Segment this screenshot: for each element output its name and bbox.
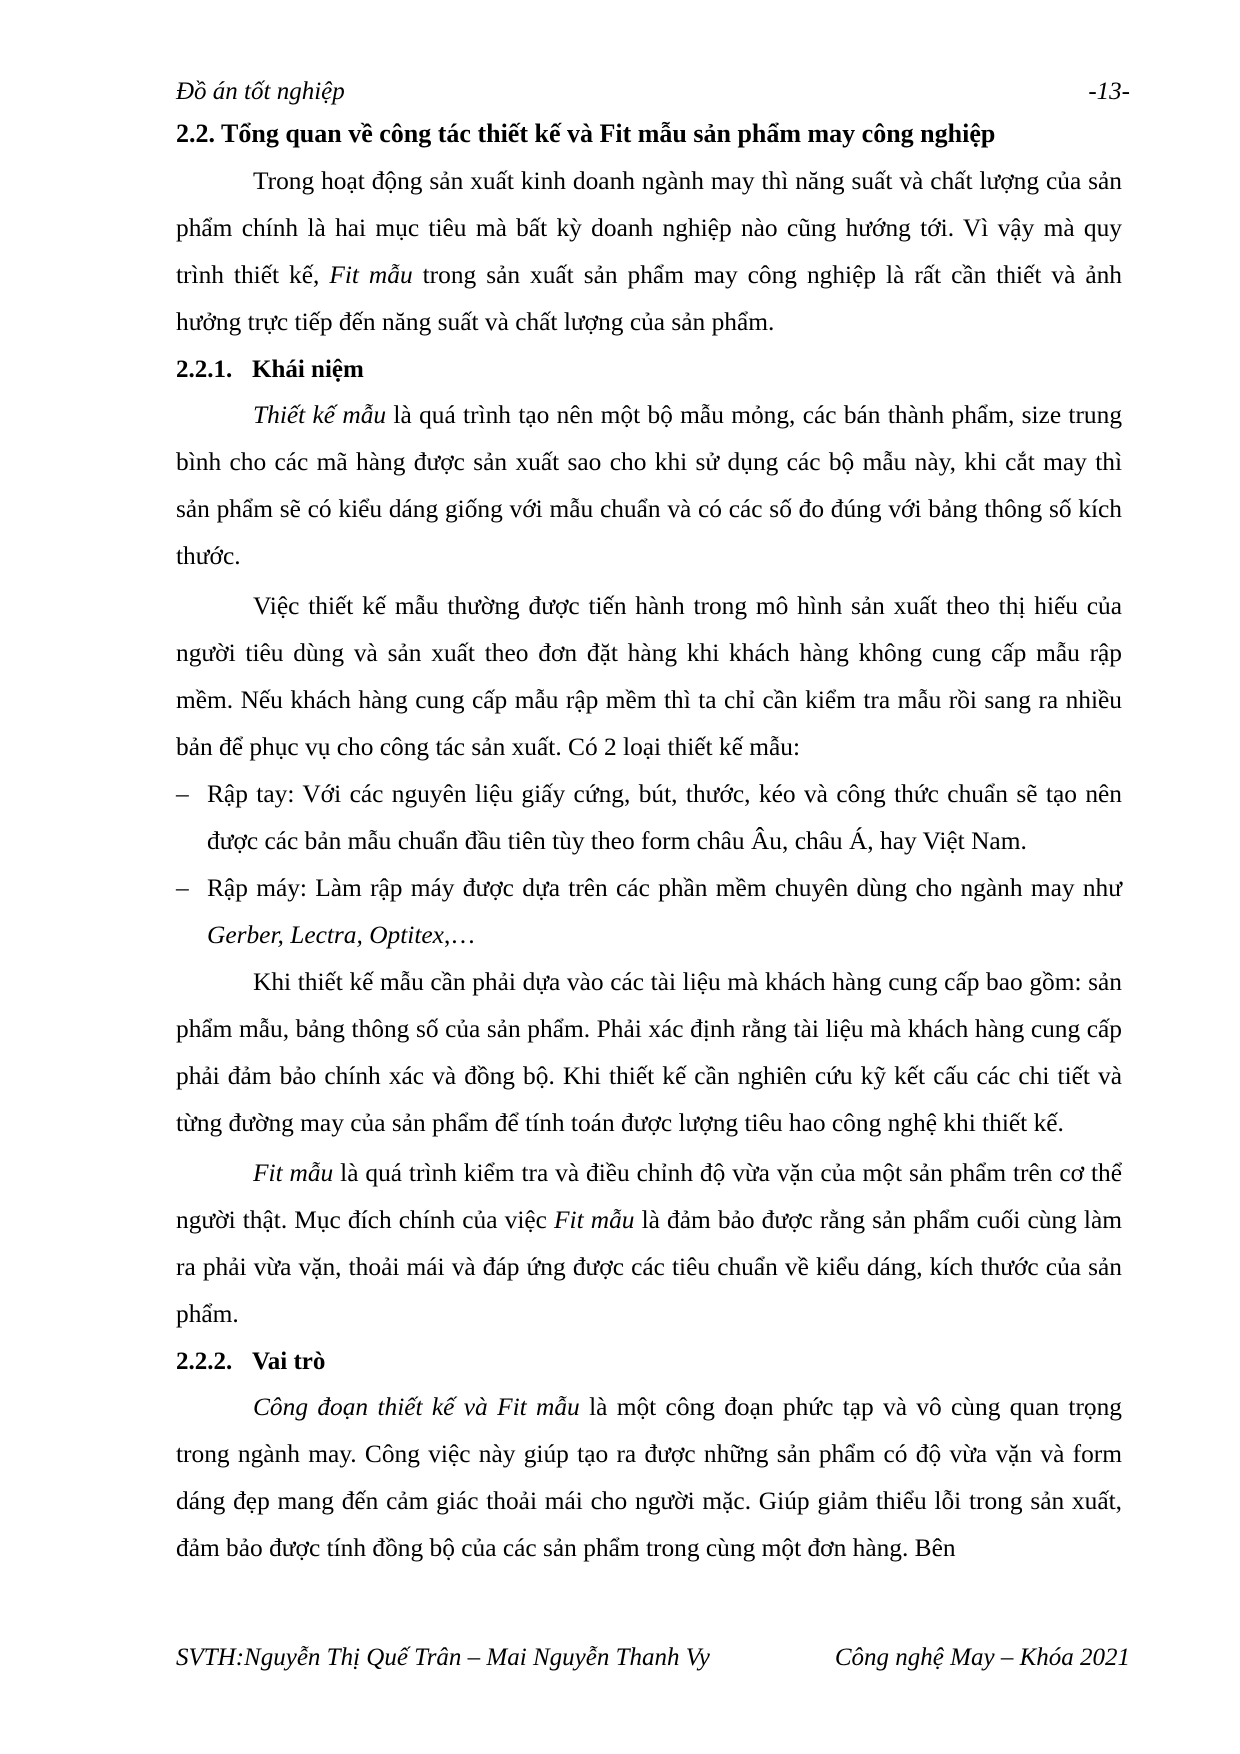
- section-heading: 2.2. Tổng quan về công tác thiết kế và Fit mẫu sản phẩm may công nghiệp: [176, 119, 996, 148]
- subsection-heading-concept: [176, 350, 1122, 390]
- footer-authors: SVTH:Nguyễn Thị Quế Trân – Mai Nguyễn Thanh Vy: [176, 1644, 710, 1671]
- page-number: -13-: [1088, 78, 1130, 105]
- emphasis-fit-mau: Fit mẫu: [554, 1206, 635, 1234]
- header-title: Đồ án tốt nghiệp: [176, 78, 345, 105]
- subsection-number: 2.2.1.: [176, 356, 233, 383]
- paragraph-pattern-process: Việc thiết kế mẫu thường được tiến hành trong mô hình sản xuất theo thị hiếu của người tiêu dùng và sản xuất theo đơn đặt hàng khi khách hàng không cung cấp mẫu rập mềm. Nếu khách hàng cung cấp mẫu rập mềm thì ta chỉ cần kiểm tra mẫu rồi sang ra nhiều bản để phục vụ cho công tác sản xuất. Có 2 loại thiết kế mẫu:: [176, 592, 1122, 761]
- paragraph-pattern-design: Thiết kế mẫu là quá trình tạo nên một bộ mẫu mỏng, các bán thành phẩm, size trung bình cho các mã hàng được sản xuất sao cho khi sử dụng các bộ mẫu này, khi cắt may thì sản phẩm sẽ có kiểu dáng giống với mẫu chuẩn và có các số đo đúng với bảng thông số kích thước.: [176, 401, 1123, 570]
- dash-bullet: –: [176, 874, 189, 902]
- paragraph-fit-definition: Fit mẫu là quá trình kiểm tra và điều chỉnh độ vừa vặn của một sản phẩm trên cơ thể người thật. Mục đích chính của việc Fit mẫu là đảm bảo được rằng sản phẩm cuối cùng làm ra phải vừa vặn, thoải mái và đáp ứng được các tiêu chuẩn về kiểu dáng, kích thước của sản phẩm.: [176, 1159, 1122, 1328]
- emphasis-software-names: Gerber, Lectra, Optitex: [207, 921, 444, 949]
- emphasis-fit-mau: Fit mẫu: [329, 261, 413, 289]
- footer-program: Công nghệ May – Khóa 2021: [834, 1644, 1130, 1671]
- subsection-title: Vai trò: [252, 1348, 326, 1375]
- emphasis-thiet-ke-mau: Thiết kế mẫu: [253, 401, 387, 429]
- page-footer: [176, 1638, 1130, 1678]
- subsection-number: 2.2.2.: [176, 1348, 233, 1375]
- paragraph-design-documents: Khi thiết kế mẫu cần phải dựa vào các tài liệu mà khách hàng cung cấp bao gồm: sản phẩm mẫu, bảng thông số của sản phẩm. Phải xác định rằng tài liệu mà khách hàng cung cấp phải đảm bảo chính xác và đồng bộ. Khi thiết kế cần nghiên cứu kỹ kết cấu các chi tiết và từng đường may của sản phẩm để tính toán được lượng tiêu hao công nghệ khi thiết kế.: [176, 968, 1122, 1137]
- pattern-types-list: [176, 771, 1122, 959]
- emphasis-fit-mau: Fit mẫu: [253, 1159, 334, 1187]
- emphasis-cong-doan: Công đoạn thiết kế và Fit mẫu: [253, 1393, 580, 1421]
- section-intro-paragraph: Trong hoạt động sản xuất kinh doanh ngành may thì năng suất và chất lượng của sản phẩm chính là hai mục tiêu mà bất kỳ doanh nghiệp nào cũng hướng tới. Vì vậy mà quy trình thiết kế, Fit mẫu trong sản xuất sản phẩm may công nghiệp là rất cần thiết và ảnh hưởng trực tiếp đến năng suất và chất lượng của sản phẩm.: [176, 167, 1122, 336]
- list-item: – Rập máy: Làm rập máy được dựa trên các phần mềm chuyên dùng cho ngành may như Gerber, Lectra, Optitex,…: [176, 865, 1122, 959]
- list-item: – Rập tay: Với các nguyên liệu giấy cứng, bút, thước, kéo và công thức chuẩn sẽ tạo nên được các bản mẫu chuẩn đầu tiên tùy theo form châu Âu, châu Á, hay Việt Nam.: [176, 771, 1122, 865]
- dash-bullet: –: [176, 780, 189, 808]
- subsection-title: Khái niệm: [252, 356, 364, 383]
- subsection-heading-role: [176, 1342, 1122, 1382]
- document-page: [176, 72, 1130, 1575]
- paragraph-role: Công đoạn thiết kế và Fit mẫu là một công đoạn phức tạp và vô cùng quan trọng trong ngành may. Công việc này giúp tạo ra được những sản phẩm có độ vừa vặn và form dáng đẹp mang đến cảm giác thoải mái cho người mặc. Giúp giảm thiểu lỗi trong sản xuất, đảm bảo được tính đồng bộ của các sản phẩm trong cùng một đơn hàng. Bên: [176, 1393, 1122, 1562]
- page-header: [176, 72, 1130, 114]
